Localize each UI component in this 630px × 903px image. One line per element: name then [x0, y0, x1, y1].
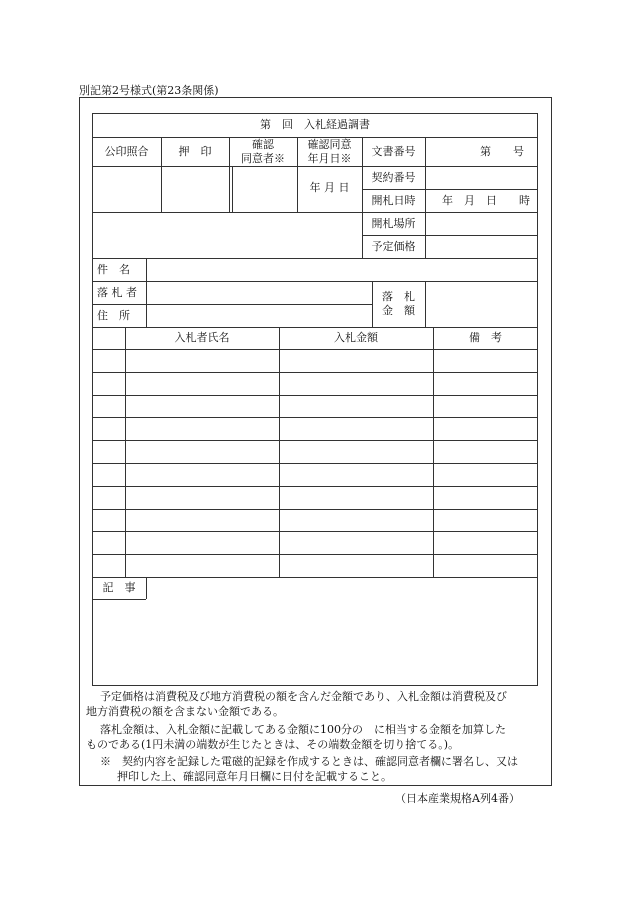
- winning-amount-label: [372, 281, 425, 327]
- bidder-row-rule: [92, 463, 538, 464]
- planned-price-label: 予定価格: [371, 239, 416, 253]
- winner-label: 落 札 者: [97, 285, 137, 299]
- bid-datetime-field[interactable]: 年 月 日 時: [442, 193, 530, 207]
- remarks-header: 備 考: [469, 331, 502, 345]
- bidder-row-rule: [92, 554, 538, 555]
- confirm-date-header-line2: 年月日※: [307, 151, 352, 165]
- confirmer-header-line2: 同意者※: [241, 151, 285, 165]
- bid-amount-header: 入札金額: [334, 331, 378, 345]
- winning-amount-label-line2: 金 額: [382, 304, 415, 317]
- note-line-4: ものである(1円未満の端数が生じたときは、その端数金額を切り捨てる。)。: [86, 738, 460, 751]
- bidder-row-rule: [92, 417, 538, 418]
- bid-datetime-label: 開札日時: [371, 193, 416, 207]
- note-line-3: 落札金額は、入札金額に記載してある金額に100分の に相当する金額を加算した: [100, 723, 506, 736]
- form-reference: 別記第2号様式(第23条関係): [79, 84, 219, 97]
- item-name-label: 件 名: [97, 262, 130, 276]
- bidder-row-rule: [92, 509, 538, 510]
- bidder-row-rule: [92, 395, 538, 396]
- note-line-1: 予定価格は消費税及び地方消費税の額を含んだ金額であり、入札金額は消費税及び: [100, 690, 507, 703]
- doc-number-label: 文書番号: [371, 144, 416, 158]
- bid-place-label: 開札場所: [371, 216, 416, 230]
- address-label: 住 所: [97, 308, 130, 322]
- notes-label: 記 事: [102, 581, 136, 595]
- confirm-date-header: [297, 137, 362, 166]
- confirm-date-field[interactable]: 年 月 日: [309, 181, 350, 195]
- table-title: 第 回 入札経過調書: [260, 118, 370, 132]
- confirmer-header-line1: 確認: [252, 137, 274, 151]
- bidder-row-rule: [92, 372, 538, 373]
- stamp-header: 押 印: [178, 144, 212, 158]
- note-line-2: 地方消費税の額を含まない金額である。: [86, 705, 284, 718]
- seal-check-header: 公印照合: [104, 144, 149, 158]
- bidder-row-rule: [92, 349, 538, 350]
- note-line-6: 押印した上、確認同意年月日欄に日付を記載すること。: [117, 770, 392, 783]
- paper-size-note: （日本産業規格A列4番）: [395, 792, 520, 805]
- bidder-row-rule: [92, 531, 538, 532]
- winning-amount-label-line1: 落 札: [382, 290, 415, 304]
- doc-number-field[interactable]: 第 号: [480, 144, 524, 158]
- contract-number-label: 契約番号: [371, 170, 416, 184]
- bidder-row-rule: [92, 486, 538, 487]
- note-line-5: ※ 契約内容を記録した電磁的記録を作成するときは、確認同意者欄に署名し、又は: [100, 755, 518, 768]
- confirm-date-header-line1: 確認同意: [307, 137, 352, 151]
- bidder-row-rule: [92, 440, 538, 441]
- confirmer-header: [229, 137, 297, 166]
- bidder-name-header: 入札者氏名: [174, 331, 230, 345]
